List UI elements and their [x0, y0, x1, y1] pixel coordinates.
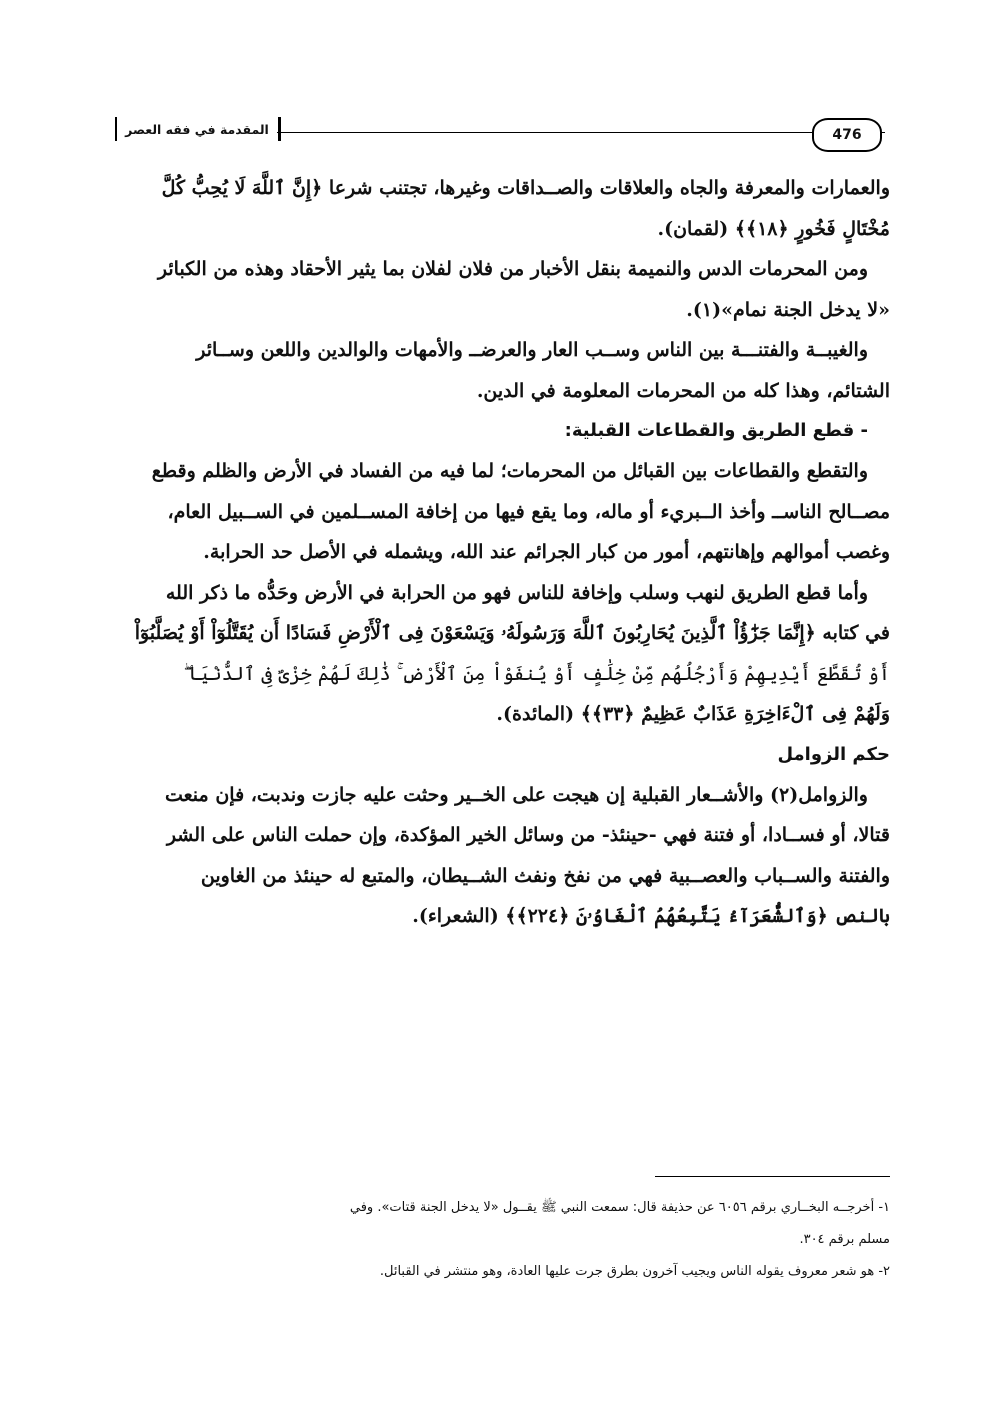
quran-verse-line: أَوْ تُقَطَّعَ أَيْدِيهِمْ وَأَرْجُلُهُم مِّنْ خِلَٰفٍ أَوْ يُنفَوْاْ مِنَ ٱلْأَرْضِ ۚ ذَٰلِكَ لَهُمْ خِزْىٌ فِى ٱلدُّنْيَا ۖ: [183, 662, 890, 685]
paragraph-line: مصــالح الناســ وأخذ الــبريء أو ماله، وما يقع فيها من إخافة المســلمين في الســبيل العام،: [167, 500, 890, 523]
paragraph-line: وأما قطع الطريق لنهب وسلب وإخافة للناس فهو من الحرابة في الأرض وحَدُّه ما ذكر الله: [165, 581, 868, 604]
running-header-title: [115, 117, 277, 141]
header-title-bar: [278, 117, 281, 141]
footnote-separator: [655, 1176, 890, 1177]
section-heading: حكم الزوامل: [777, 743, 890, 765]
footnote-2: ٢- هو شعر معروف يقوله الناس ويجيب آخرون بطرق جرت عليها العادة، وهو منتشر في القبائل.: [379, 1264, 890, 1279]
paragraph-line: والفتنة والســباب والعصــبية فهي من نفخ ونفث الشــيطان، والمتبع له حينئذ من الغاوين: [200, 864, 890, 887]
running-header-text: المقدمة في فقه العصر: [125, 121, 269, 137]
paragraph-line: والغيبــة والفتنـــة بين الناس وســب العار والعرضــ والأمهات والوالدين واللعن وســائر: [196, 339, 868, 361]
paragraph-line: والتقطع والقطاعات بين القبائل من المحرمات؛ لما فيه من الفساد في الأرض والظلم وقطع: [151, 460, 868, 482]
paragraph-line: بالنص ﴿وَٱلشُّعَرَآءُ يَتَّبِعُهُمُ ٱلْغَاوُۥنَ ﴿٢٢٤﴾﴾ (الشعراء).: [412, 905, 890, 927]
section-heading: - قطع الطريق والقطاعات القبلية:: [564, 420, 868, 441]
footnotes: [118, 1192, 890, 1288]
page-number-text: 476: [832, 127, 862, 143]
paragraph-line: في كتابه ﴿إِنَّمَا جَزَٰٓؤُاْ ٱلَّذِينَ يُحَارِبُونَ ٱللَّهَ وَرَسُولَهُۥ وَيَسْعَوْنَ فِى ٱلْأَرْضِ فَسَادًا أَن يُقَتَّلُوٓاْ أَوْ يُصَلَّبُوٓاْ: [134, 622, 890, 644]
footnote-1-line: مسلم برقم ٣٠٤.: [799, 1232, 890, 1247]
footnote-1-line: ١- أخرجــه البخــاري برقم ٦٠٥٦ عن حذيفة قال: سمعت النبي ﷺ يقــول «لا يدخل الجنة قتات». وفي: [349, 1200, 890, 1215]
paragraph-line: «لا يدخل الجنة نمام»(١).: [686, 298, 890, 321]
paragraph-line: وغصب أموالهم وإهانتهم، أمور من كبار الجرائم عند الله، ويشمله في الأصل حد الحرابة.: [203, 541, 890, 563]
paragraph-line: وَلَهُمْ فِى ٱلْءَاخِرَةِ عَذَابٌ عَظِيمٌ ﴿٣٣﴾﴾ (المائدة).: [496, 703, 890, 725]
paragraph-line: مُخْتَالٍ فَخُورٍ ﴿١٨﴾﴾ (لقمان).: [657, 217, 890, 240]
paragraph-line: ومن المحرمات الدس والنميمة بنقل الأخبار من فلان لفلان بما يثير الأحقاد وهذه من الكبائر: [157, 258, 868, 280]
paragraph-line: الشتائم، وهذا كله من المحرمات المعلومة في الدين.: [476, 379, 890, 402]
body-text: [118, 168, 890, 937]
paragraph-line: والزوامل(٢) والأشــعار القبلية إن هيجت على الخــير وحثت عليه جازت وندبت، فإن منعت: [164, 783, 868, 806]
paragraph-line: قتالا، أو فســادا، أو فتنة فهي -حينئذ- من وسائل الخير المؤكدة، وإن حملت الناس على الشر: [166, 824, 890, 846]
page-number: [812, 118, 882, 152]
paragraph-line: والعمارات والمعرفة والجاه والعلاقات والصــداقات وغيرها، تجتنب شرعا ﴿إِنَّ ٱللَّهَ لَا يُحِبُّ كُلَّ: [161, 177, 890, 199]
